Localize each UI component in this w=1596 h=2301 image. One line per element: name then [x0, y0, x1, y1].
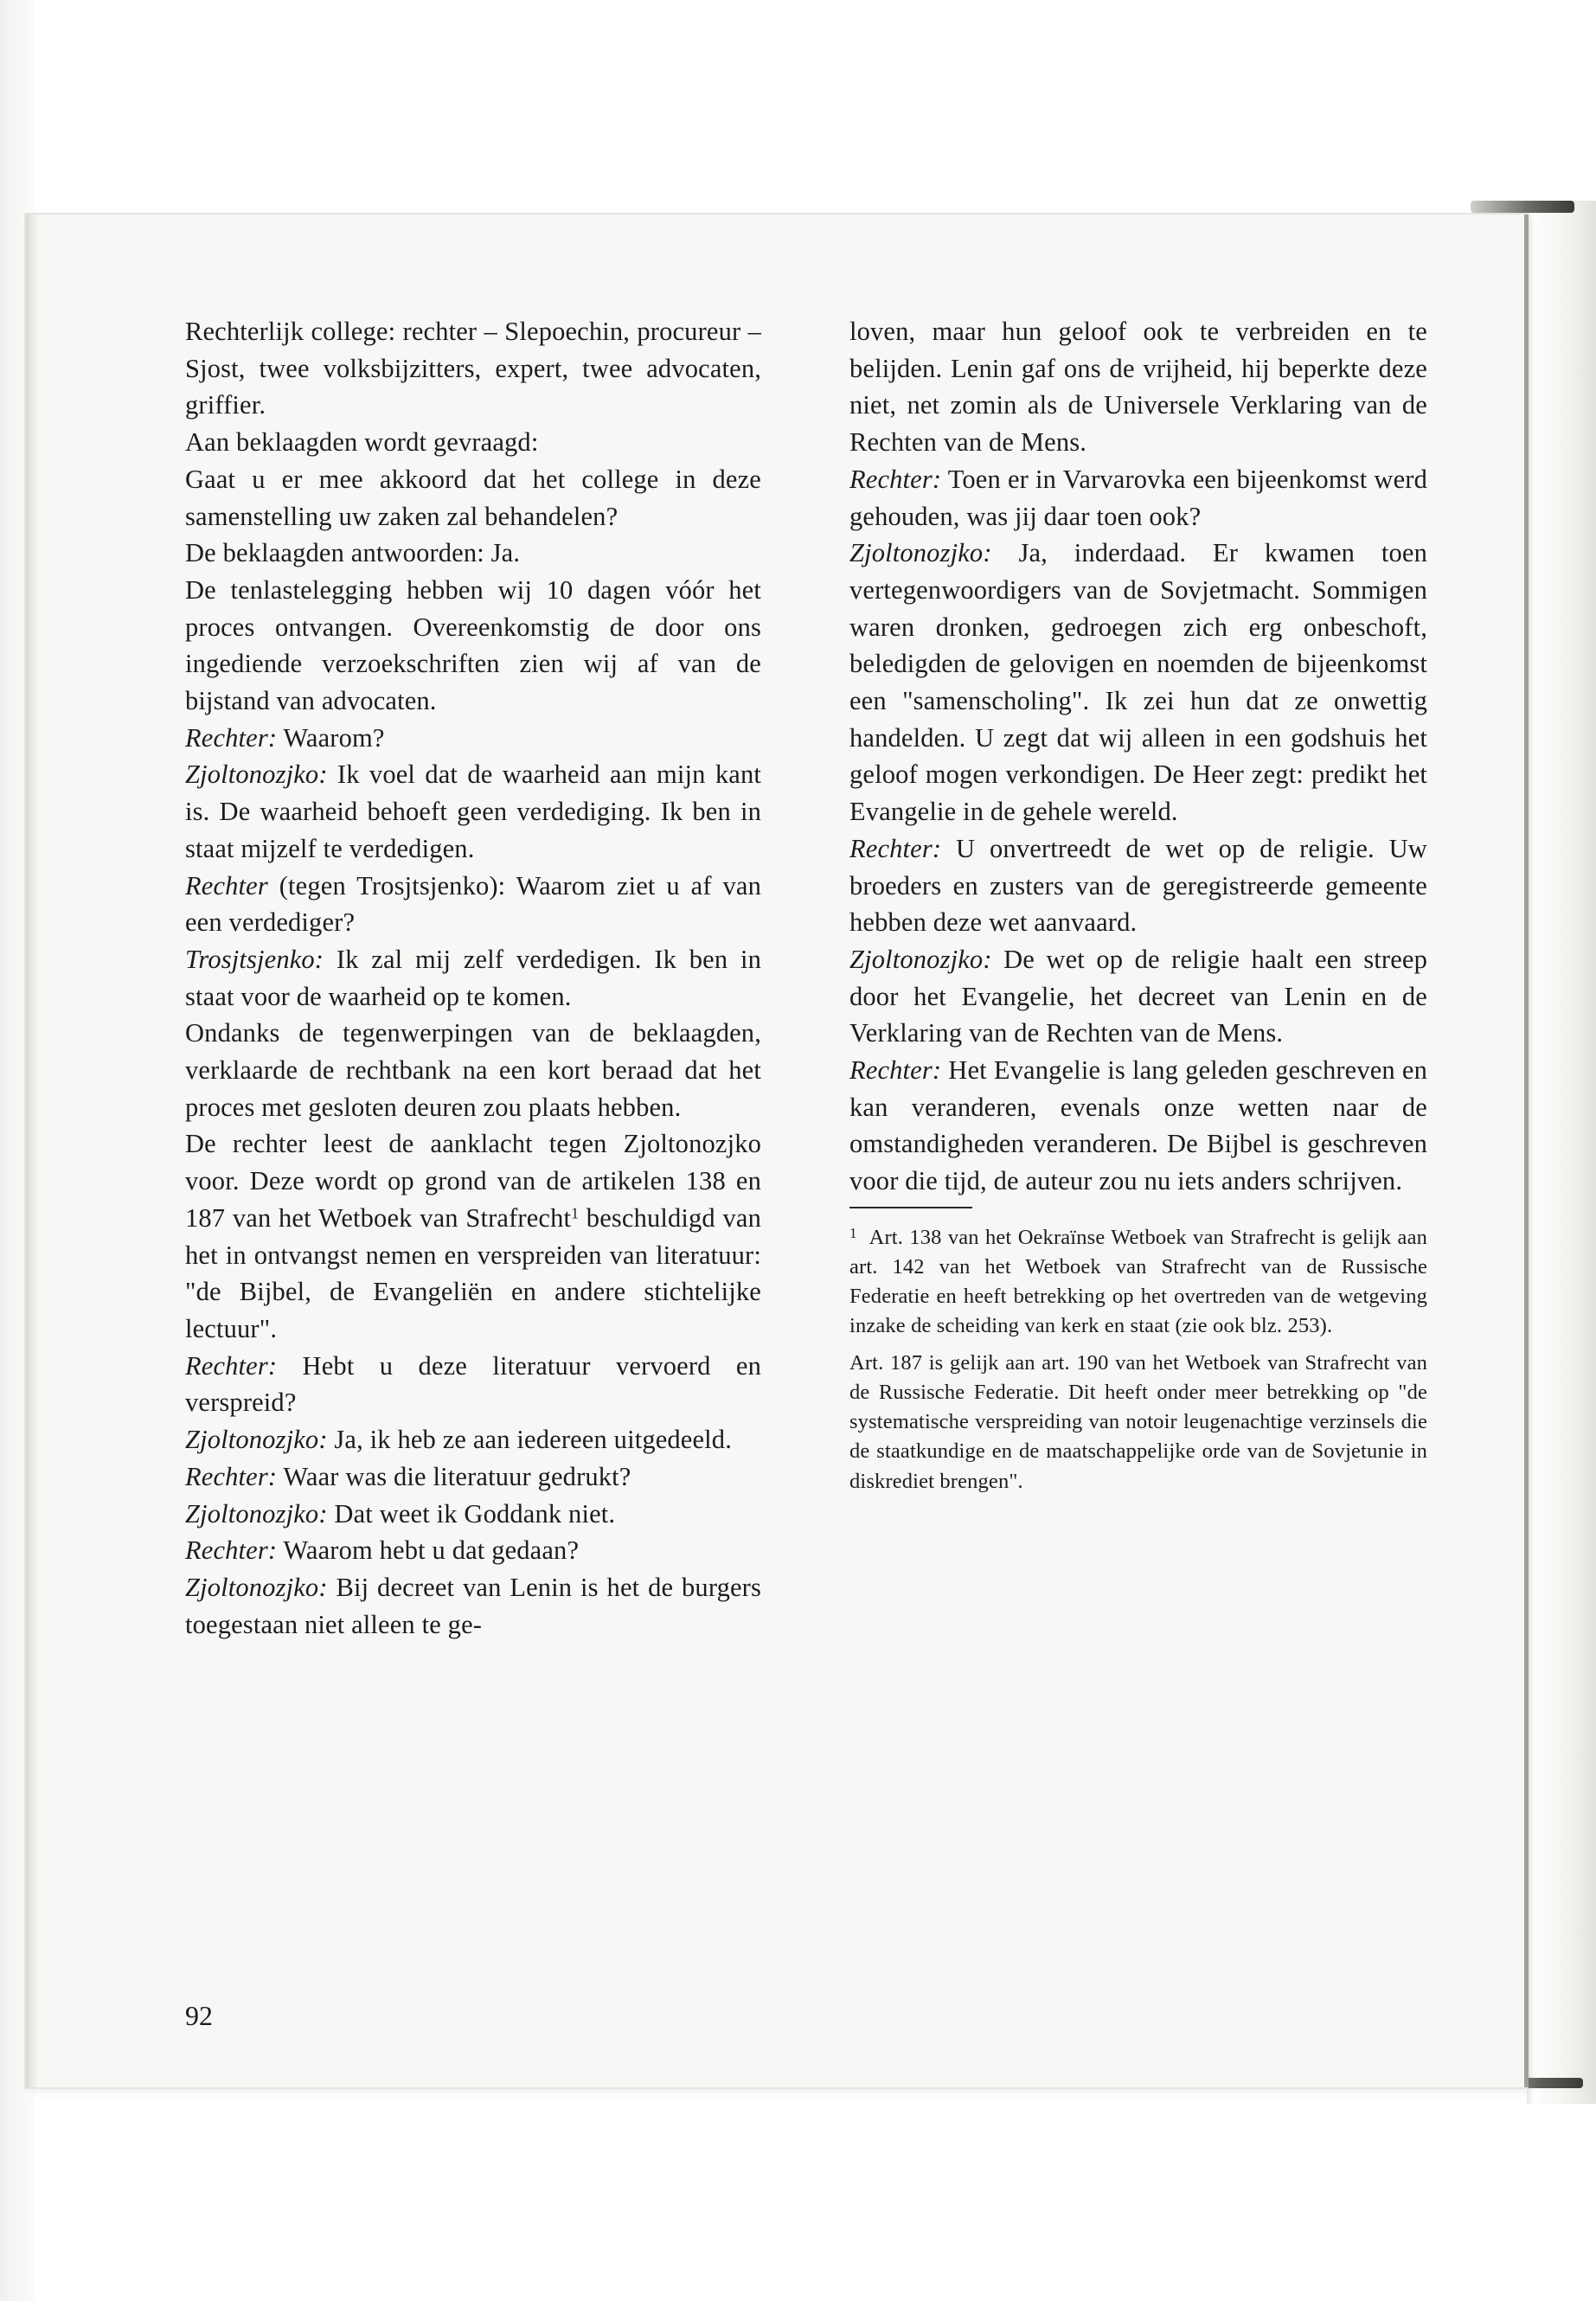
paragraph: Ondanks de tegenwerpingen van de beklaagden, verklaarde de rechtbank na een kort beraad dat het proces met gesloten deuren zou plaats hebben. — [185, 1018, 761, 1122]
paragraph: De tenlastelegging hebben wij 10 dagen vóór het proces ontvangen. Overeenkomstig de door ons ingediende verzoekschriften zien wij af van de bijstand van advocaten. — [185, 574, 761, 716]
paragraph: De beklaagden antwoorden: Ja. — [185, 538, 521, 568]
dialogue-line: Rechter: Waar was die literatuur gedrukt? — [185, 1461, 631, 1491]
dialogue-line: Rechter: Hebt u deze literatuur vervoerd en verspreid? — [185, 1350, 761, 1418]
footnote: $^1$ Art. 138 van het Oekraïnse Wetboek van Strafrecht is gelijk aan art. 142 van het Wetboek van Strafrecht van de Russische Federatie en heeft betrekking op het overtreden van de wetgeving inzake de scheiding van kerk en staat (zie ook blz. 253). — [849, 1224, 1427, 1338]
dialogue-line: Zjoltonozjko: Dat weet ik Goddank niet. — [185, 1498, 616, 1529]
speaker-label: Rechter: — [849, 464, 942, 494]
speaker-label: Zjoltonozjko: — [185, 760, 328, 790]
speaker-label: Zjoltonozjko: — [849, 944, 992, 974]
dialogue-line: Zjoltonozjko: Ja, inderdaad. Er kwamen toen vertegenwoordigers van de Sovjetmacht. Sommigen waren dronken, gedroegen zich erg onbeschoft, beledigden de gelovigen en noemden de bijeenkomst een "samenscholing". Ik zei hun dat ze onwettig handelden. U zegt dat wij alleen in een godshuis het geloof mogen verkondigen. De Heer zegt: predikt het Evangelie in de gehele wereld. — [849, 538, 1427, 827]
speaker-label: Rechter: — [185, 1461, 278, 1491]
speaker-label: Rechter: — [185, 722, 278, 753]
book-binding — [1527, 201, 1596, 2104]
speaker-label: Zjoltonozjko: — [185, 1498, 328, 1529]
speaker-label: Rechter — [185, 870, 268, 901]
speaker-label: Zjoltonozjko: — [185, 1425, 328, 1455]
right-text-column — [849, 313, 1427, 1497]
footnote-divider — [849, 1207, 972, 1208]
footnote-marker: 1 — [849, 1224, 857, 1241]
speaker-label: Rechter: — [849, 1055, 942, 1086]
page-gutter-edge — [1524, 215, 1529, 2087]
speaker-label: Zjoltonozjko: — [849, 538, 992, 568]
dialogue-line: Zjoltonozjko: Bij decreet van Lenin is het de burgers toegestaan niet alleen te ge- — [185, 1572, 761, 1639]
dialogue-line: Rechter: Het Evangelie is lang geleden geschreven en kan veranderen, evenals onze wetten naar de omstandigheden veranderen. De Bijbel is geschreven voor die tijd, de auteur zou nu iets anders schrijven. — [849, 1055, 1427, 1196]
dialogue-line: Rechter: Toen er in Varvarovka een bijeenkomst werd gehouden, was jij daar toen ook? — [849, 464, 1427, 531]
dialogue-line: Rechter: Waarom hebt u dat gedaan? — [185, 1535, 580, 1566]
paragraph: loven, maar hun geloof ook te verbreiden en te belijden. Lenin gaf ons de vrijheid, hij beperkte deze niet, net zomin als de Universele Verklaring van de Rechten van de Mens. — [849, 317, 1427, 458]
dialogue-line: Zjoltonozjko: Ja, ik heb ze aan iedereen uitgedeeld. — [185, 1425, 732, 1455]
speaker-label: Trosjtsjenko: — [185, 944, 324, 974]
binding-top-mark — [1471, 201, 1574, 213]
dialogue-line: Rechter: U onvertreedt de wet op de religie. Uw broeders en zusters van de geregistreerde gemeente hebben deze wet aanvaard. — [849, 833, 1427, 938]
page-edge-shadow — [26, 215, 38, 2087]
dialogue-line: Rechter: Waarom? — [185, 722, 385, 753]
speaker-label: Rechter: — [849, 833, 942, 863]
footnote: Art. 187 is gelijk aan art. 190 van het Wetboek van Strafrecht van de Russische Federatie. Dit heeft onder meer betrekking op "de systematische verspreiding van notoir leugenachtige verzinsels die de staatkundige en de maatschappelijke orde van de Sovjetunie in diskrediet brengen". — [849, 1350, 1427, 1493]
speaker-label: Rechter: — [185, 1535, 278, 1566]
dialogue-line: Trosjtsjenko: Ik zal mij zelf verdedigen. Ik ben in staat voor de waarheid op te komen. — [185, 944, 761, 1011]
dialogue-line: Zjoltonozjko: De wet op de religie haalt een streep door het Evangelie, het decreet van Lenin en de Verklaring van de Rechten van de Mens. — [849, 944, 1427, 1048]
paragraph: Rechterlijk college: rechter – Slepoechin, procureur – Sjost, twee volksbijzitters, expert, twee advocaten, griffier. — [185, 317, 761, 420]
footnote-reference: 1 — [571, 1204, 580, 1222]
paragraph: Gaat u er mee akkoord dat het college in deze samenstelling uw zaken zal behandelen? — [185, 464, 761, 531]
dialogue-line: Zjoltonozjko: Ik voel dat de waarheid aan mijn kant is. De waarheid behoeft geen verdediging. Ik ben in staat mijzelf te verdedigen. — [185, 760, 761, 863]
paragraph: De rechter leest de aanklacht tegen Zjoltonozjko voor. Deze wordt op grond van de artikelen 138 en 187 van het Wetboek van Strafrecht$^1$ beschuldigd van het in ontvangst nemen en verspreiden van literatuur: "de Bijbel, de Evangeliën en andere stichtelijke lectuur". — [185, 1129, 761, 1343]
speaker-label: Rechter: — [185, 1350, 278, 1381]
dialogue-line: Rechter (tegen Trosjtsjenko): Waarom ziet u af van een verdediger? — [185, 870, 761, 938]
page-number: 92 — [185, 2000, 213, 2031]
speaker-label: Zjoltonozjko: — [185, 1572, 328, 1602]
paragraph: Aan beklaagden wordt gevraagd: — [185, 427, 539, 458]
left-text-column — [185, 313, 761, 1643]
